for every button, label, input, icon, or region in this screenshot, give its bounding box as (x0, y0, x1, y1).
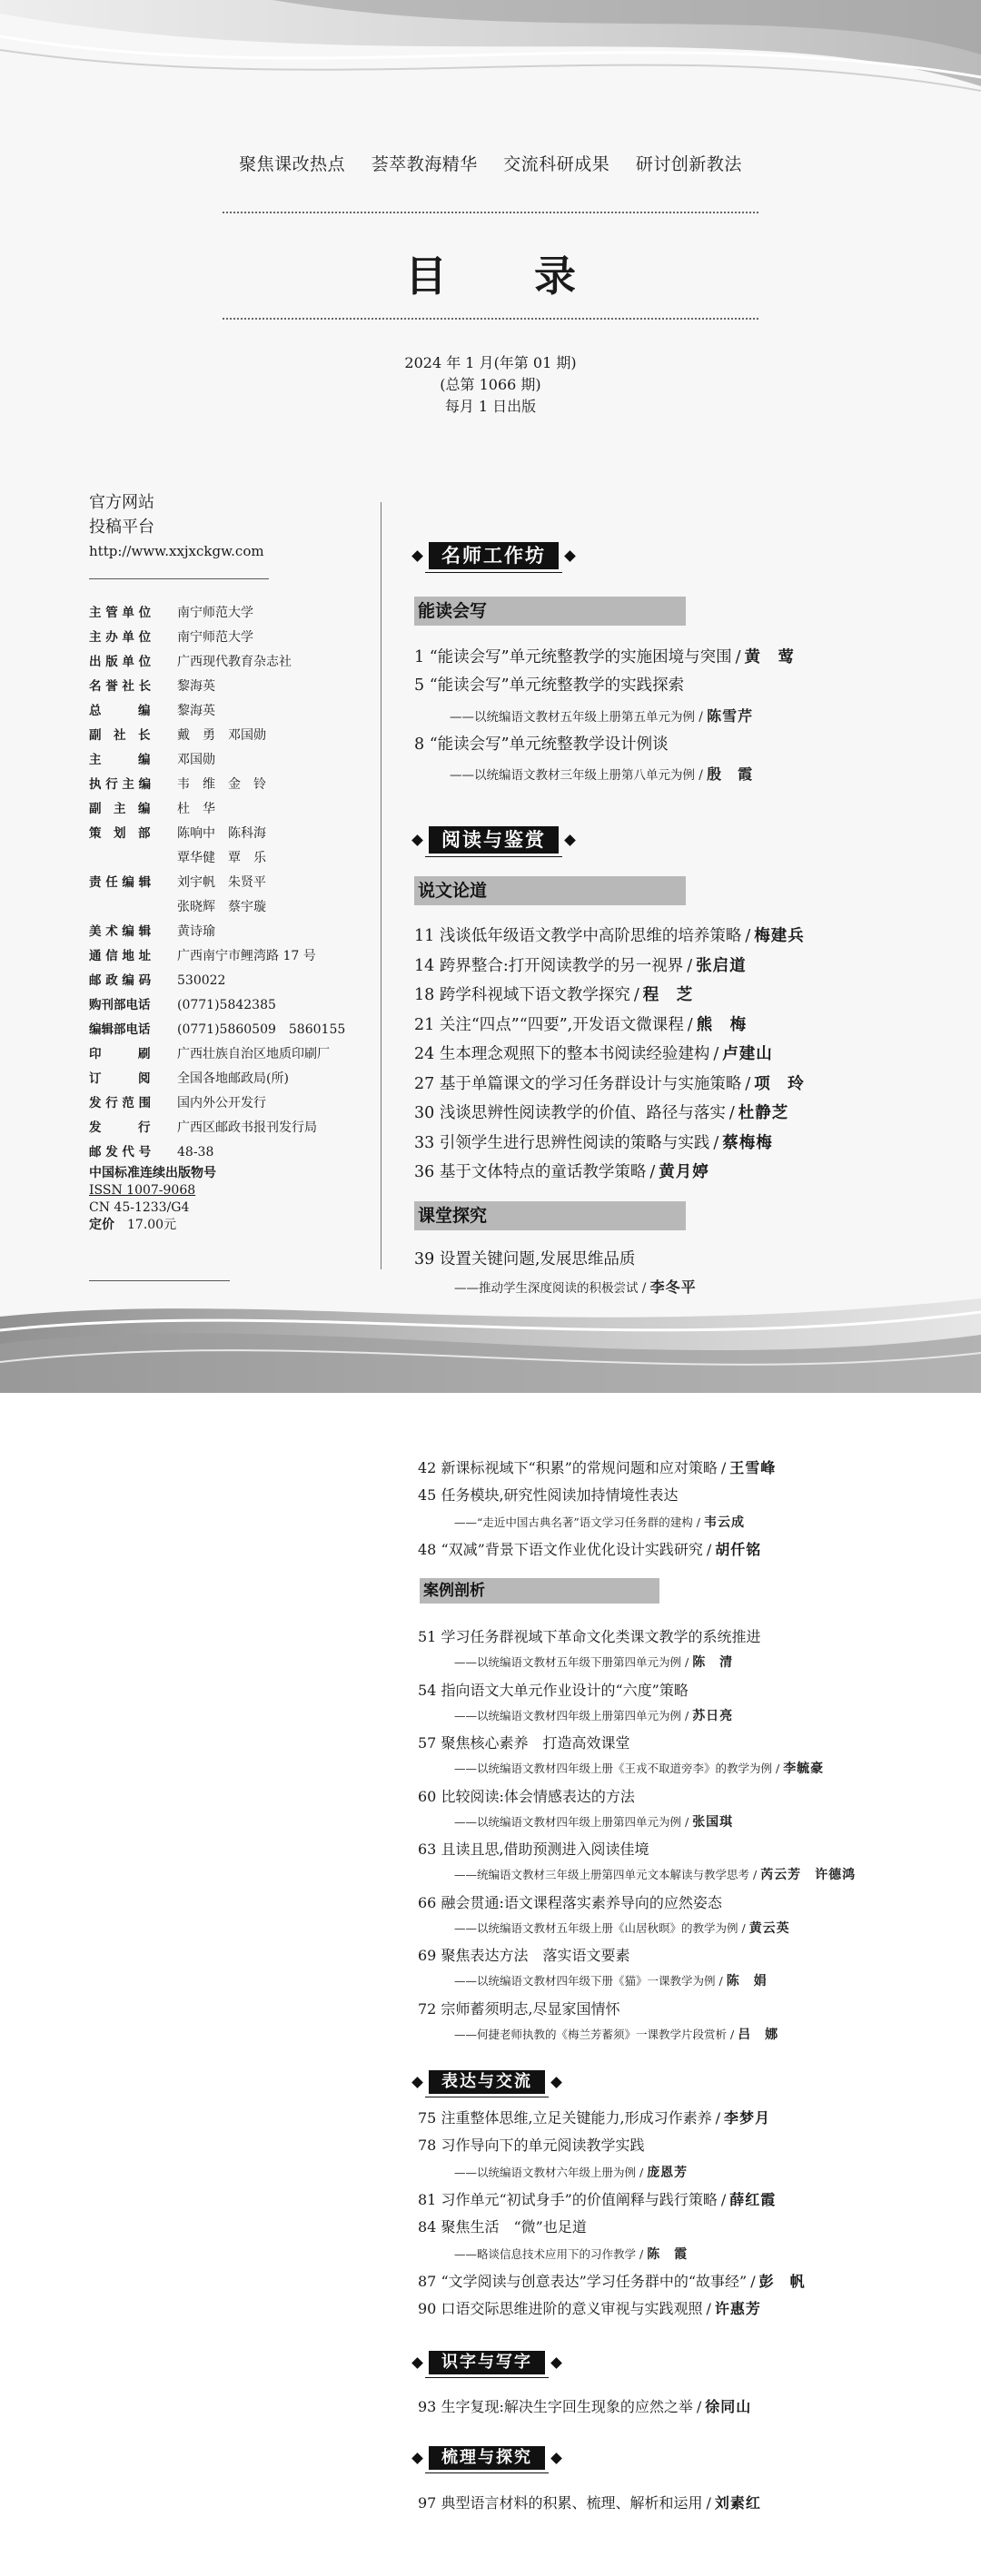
author: 程 芝 (642, 986, 694, 1004)
article-title: 聚焦表达方法 落实语文要素 (441, 1947, 630, 1964)
issue-total: (总第 1066 期) (440, 376, 541, 393)
masthead-value: 530022 (177, 973, 226, 988)
author: 苏日亮 (692, 1708, 734, 1723)
author: 蔡梅梅 (722, 1133, 773, 1152)
masthead-value: 广西现代教育杂志社 (177, 655, 292, 669)
page-number: 78 (418, 2137, 437, 2154)
toc-subtitle (454, 1971, 768, 1989)
toc-item[interactable] (418, 1891, 722, 1912)
article-title: 跨界整合:打开阅读教学的另一视界 (439, 956, 684, 975)
toc-subtitle: ——以统编语文教材五年级上册第五单元为例 / 陈雪芹 (450, 707, 754, 725)
page-number: 87 (418, 2273, 437, 2290)
article-title: 浅谈思辨性阅读教学的价值、路径与落实 (439, 1104, 726, 1122)
author: 庞恩芳 (647, 2166, 689, 2180)
toc-subtitle: ——推动学生深度阅读的积极尝试 / 李冬平 (454, 1278, 697, 1296)
separator: / (713, 1133, 719, 1152)
banner-label: 阅读与鉴赏 (429, 826, 559, 854)
author: 杜静芝 (738, 1104, 789, 1122)
toc-subtitle (454, 2245, 688, 2263)
masthead-label: 总 编 (89, 704, 151, 718)
toc-item[interactable] (414, 1130, 773, 1153)
article-title: 且读且思,借助预测进入阅读佳境 (441, 1841, 649, 1858)
toc-item[interactable] (414, 953, 747, 976)
article-title: 基于单篇课文的学习任务群设计与实施策略 (439, 1074, 742, 1093)
subtitle-text: ——以统编语文教材五年级上册《山居秋暝》的教学为例 (454, 1920, 738, 1935)
page-number: 63 (418, 1841, 437, 1858)
masthead-value: 黄诗瑜 (177, 924, 215, 939)
masthead-value: 黎海英 (177, 679, 215, 694)
toc-item[interactable] (418, 2134, 644, 2155)
author: 李毓豪 (783, 1762, 825, 1776)
masthead-label: 副 社 长 (89, 728, 151, 743)
separator: / (706, 2300, 711, 2317)
masthead-row (89, 724, 380, 748)
article-title: 聚焦生活 “微”也足道 (441, 2218, 587, 2235)
website-label: 官方网站 (89, 493, 154, 512)
author: 项 玲 (754, 1074, 805, 1093)
separator: / (713, 1045, 719, 1063)
column-divider (381, 502, 382, 1269)
author: 黄云英 (748, 1920, 790, 1936)
toc-item[interactable]: 93 生字复现:解决生字回生现象的应然之举 / 徐同山 (418, 2398, 752, 2415)
masthead-row (89, 920, 380, 944)
diamond-icon (411, 2077, 423, 2088)
article-title: 指向语文大单元作业设计的“六度”策略 (441, 1681, 689, 1699)
column-banner-shizi (413, 2351, 560, 2374)
author: 薛红霞 (729, 2191, 777, 2208)
section-bar-anli: 案例剖析 (420, 1578, 659, 1604)
page-number: 21 (414, 1015, 435, 1034)
toc-subtitle (454, 2163, 688, 2181)
masthead-value: 南宁师范大学 (177, 606, 253, 620)
page-number: 27 (414, 1074, 435, 1093)
author: 彭 帆 (758, 2273, 806, 2290)
subtitle-text: ——以统编语文教材五年级下册第四单元为例 (454, 1655, 682, 1669)
author: 陈 娟 (726, 1974, 768, 1989)
masthead-label: 订 阅 (89, 1071, 151, 1086)
separator: / (681, 1814, 693, 1829)
toc-item[interactable] (414, 1071, 805, 1094)
author: 张启道 (696, 956, 747, 975)
separator: / (687, 956, 693, 975)
author: 梅建兵 (754, 927, 805, 945)
toc-item[interactable] (418, 2216, 587, 2236)
page-number: 30 (414, 1104, 435, 1122)
section-bar-ketang: 课堂探究 (414, 1201, 686, 1230)
issue-date: 2024 年 1 月(年第 01 期) (404, 354, 577, 371)
toc-subtitle (454, 1865, 856, 1883)
page-number: 14 (414, 956, 435, 975)
issn: ISSN 1007-9068 (89, 1183, 196, 1198)
author: 陈 霞 (647, 2247, 689, 2262)
page-number: 54 (418, 1681, 437, 1699)
section-bar-shuowen: 说文论道 (414, 876, 686, 905)
separator: / (636, 2166, 648, 2179)
toc-page-2 (0, 1393, 981, 2576)
masthead-row (89, 969, 380, 993)
footer-wave-decoration (0, 1289, 981, 1393)
masthead-label: 名 誉 社 长 (89, 679, 152, 694)
masthead-label: 副 主 编 (89, 802, 151, 816)
banner-label: 名师工作坊 (429, 542, 559, 569)
masthead-info (89, 601, 380, 1234)
masthead-label: 策 划 部 (89, 826, 151, 841)
separator: / (681, 1655, 693, 1669)
page-number: 72 (418, 1999, 437, 2018)
serial-label: 中国标准连续出版物号 (89, 1166, 216, 1180)
masthead-row (89, 773, 380, 797)
masthead-value: 韦 维 金 铃 (177, 777, 266, 792)
page-title: 目 录 (404, 252, 612, 301)
article-title: 宗师蓄须明志,尽显家国情怀 (441, 1999, 620, 2018)
sidebar-rule (89, 1280, 230, 1281)
page-number: 57 (418, 1734, 437, 1752)
toc-item[interactable] (414, 923, 805, 946)
masthead-row (89, 1140, 380, 1165)
separator: / (681, 1708, 693, 1722)
toc-item[interactable] (418, 1944, 629, 1965)
toc-subtitle (454, 1812, 733, 1831)
masthead-value: 广西南宁市鲤湾路 17 号 (177, 949, 316, 963)
separator: / (727, 2027, 738, 2041)
separator: / (738, 1920, 749, 1935)
article-title: 口语交际思维进阶的意义审视与实践观照 (441, 2300, 703, 2317)
toc-subtitle (454, 1759, 824, 1777)
separator: / (715, 2109, 721, 2127)
masthead-value: (0771)5842385 (177, 998, 276, 1012)
author: 张国琪 (692, 1814, 734, 1830)
diamond-icon (411, 834, 423, 846)
masthead-value: (0771)5860509 5860155 (177, 1022, 346, 1037)
section-bar-nengdu: 能读会写 (414, 597, 686, 626)
price: 17.00元 (127, 1218, 177, 1232)
dotted-divider (223, 212, 758, 213)
masthead-label (89, 846, 177, 871)
diamond-icon (550, 2453, 562, 2464)
masthead-value: 覃华健 覃 乐 (177, 851, 266, 865)
page-number: 69 (418, 1947, 437, 1964)
article-title: 习作单元“初试身手”的价值阐释与践行策略 (441, 2191, 718, 2208)
article-title: 关注“四点”“四要”,开发语文微课程 (439, 1015, 684, 1034)
separator: / (715, 1974, 727, 1988)
journal-slogan (0, 151, 981, 175)
article-title: “文学阅读与创意表达”学习任务群中的“故事经” (441, 2273, 748, 2290)
website-url[interactable]: http://www.xxjxckgw.com (89, 543, 264, 559)
separator: / (636, 2247, 648, 2261)
masthead-label (89, 895, 177, 920)
cn-number: CN 45-1233/G4 (89, 1200, 190, 1215)
masthead-row (89, 1116, 380, 1140)
masthead-row (89, 1067, 380, 1091)
toc-item[interactable]: 1 “能读会写”单元统整教学的实施困境与突围 / 黄 莺 (414, 648, 796, 666)
toc-subtitle: ——以统编语文教材三年级上册第八单元为例 / 殷 霞 (450, 765, 754, 783)
page-number: 36 (414, 1163, 435, 1181)
masthead-label: 美 术 编 辑 (89, 924, 152, 939)
author: 李梦月 (724, 2109, 771, 2127)
toc-item[interactable]: 39 设置关键问题,发展思维品质 (414, 1250, 636, 1268)
article-title: 融会贯通:语文课程落实素养导向的应然姿态 (441, 1893, 722, 1911)
subtitle-text: ——何捷老师执教的《梅兰芳蓄须》一课教学片段赏析 (454, 2027, 728, 2041)
toc-item[interactable] (418, 1785, 635, 1806)
subtitle-text: ——以统编语文教材四年级上册第四单元为例 (454, 1814, 682, 1829)
issue-publish: 每月 1 日出版 (444, 398, 537, 415)
diamond-icon (550, 2077, 562, 2088)
masthead-value: 广西壮族自治区地质印刷厂 (177, 1047, 330, 1061)
article-title: 注重整体思维,立足关键能力,形成习作素养 (441, 2109, 712, 2127)
masthead-label: 出 版 单 位 (89, 655, 152, 669)
toc-item[interactable] (418, 2297, 761, 2318)
author: 芮云芳 许德鸿 (760, 1868, 857, 1882)
column-banner-mingshi (413, 542, 574, 569)
toc-item[interactable] (418, 1679, 689, 1700)
masthead-row (89, 797, 380, 822)
toc-subtitle (454, 1706, 733, 1724)
diamond-icon (411, 550, 423, 562)
masthead-row (89, 1018, 380, 1042)
masthead-row (89, 1042, 380, 1067)
toc-item[interactable]: 8 “能读会写”单元统整教学设计例谈 (414, 735, 669, 754)
masthead-value: 刘宇帆 朱贤平 (177, 875, 266, 890)
toc-subtitle (454, 2025, 778, 2043)
masthead-label: 通 信 地 址 (89, 949, 152, 963)
page-number: 60 (418, 1787, 437, 1805)
separator: / (749, 1868, 761, 1881)
toc-item[interactable] (418, 2107, 770, 2127)
slogan-1: 聚焦课改热点 (239, 154, 346, 174)
toc-item[interactable]: 5 “能读会写”单元统整教学的实践探索 (414, 676, 685, 695)
masthead-row (89, 699, 380, 724)
masthead-row (89, 601, 380, 626)
article-title: 跨学科视域下语文教学探究 (439, 986, 630, 1004)
masthead-label: 发 行 范 围 (89, 1096, 152, 1110)
sidebar-rule (89, 578, 269, 579)
toc-item[interactable] (418, 2188, 776, 2209)
masthead-row (89, 1091, 380, 1116)
masthead-value: 杜 华 (177, 802, 215, 816)
diamond-icon (564, 550, 576, 562)
price-label: 定价 (89, 1218, 114, 1232)
masthead-label: 印 刷 (89, 1047, 151, 1061)
toc-item[interactable] (414, 1041, 773, 1064)
article-title: 浅谈低年级语文教学中高阶思维的培养策略 (439, 927, 742, 945)
toc-item[interactable] (418, 1732, 629, 1752)
masthead-value: 张晓辉 蔡宇璇 (177, 900, 266, 914)
author: 许惠芳 (714, 2300, 761, 2317)
diamond-icon (411, 2357, 423, 2369)
masthead-label: 邮 政 编 码 (89, 973, 152, 988)
masthead-row (89, 675, 380, 699)
page-number: 66 (418, 1893, 437, 1911)
masthead-label: 责 任 编 辑 (89, 875, 152, 890)
masthead-label: 编辑部电话 (89, 1022, 151, 1037)
author: 卢建山 (722, 1045, 773, 1063)
page-number: 24 (414, 1045, 435, 1063)
diamond-icon (411, 2453, 423, 2464)
masthead-value: 黎海英 (177, 704, 215, 718)
subtitle-text: ——以统编语文教材六年级上册为例 (454, 2166, 637, 2179)
masthead-row (89, 626, 380, 650)
submit-label: 投稿平台 (89, 518, 154, 537)
toc-item[interactable] (414, 1160, 709, 1182)
article-title: 基于文体特点的童话教学策略 (439, 1163, 647, 1181)
masthead-value: 48-38 (177, 1145, 214, 1160)
separator: / (649, 1163, 656, 1181)
masthead-row (89, 846, 380, 871)
subtitle-text: ——以统编语文教材四年级上册第四单元为例 (454, 1708, 682, 1722)
masthead-label: 发 行 (89, 1120, 151, 1135)
banner-label: 识字与写字 (429, 2351, 545, 2374)
author: 黄月婷 (659, 1163, 709, 1181)
diamond-icon (564, 834, 576, 846)
column-banner-yuedu (413, 826, 574, 854)
subtitle-text: ——以统编语文教材四年级下册《猫》一课教学为例 (454, 1974, 716, 1988)
toc-item[interactable] (418, 1625, 760, 1646)
separator: / (750, 2273, 756, 2290)
toc-subtitle: ——“走近中国古典名著”语文学习任务群的建构 / 韦云成 (454, 1515, 745, 1530)
masthead-row (89, 993, 380, 1018)
separator: / (687, 1015, 693, 1034)
separator: / (720, 2191, 727, 2208)
page-number: 33 (414, 1133, 435, 1152)
page-number: 11 (414, 927, 435, 945)
page-number: 75 (418, 2109, 437, 2127)
toc-item[interactable] (414, 1012, 747, 1035)
toc-item[interactable] (414, 1100, 788, 1123)
article-title: 习作导向下的单元阅读教学实践 (441, 2137, 645, 2154)
masthead-value: 国内外公开发行 (177, 1096, 266, 1110)
toc-item[interactable]: 45 任务模块,研究性阅读加持情境性表达 (418, 1486, 679, 1504)
slogan-3: 交流科研成果 (503, 154, 610, 174)
article-title: 引领学生进行思辨性阅读的策略与实践 (439, 1133, 710, 1152)
separator: / (745, 1074, 751, 1093)
masthead-row (89, 748, 380, 773)
masthead-value: 南宁师范大学 (177, 630, 253, 645)
article-title: 聚焦核心素养 打造高效课堂 (441, 1734, 630, 1752)
page-number: 90 (418, 2300, 437, 2317)
subtitle-text: ——略谈信息技术应用下的习作教学 (454, 2247, 637, 2261)
toc-item[interactable]: 42 新课标视域下“积累”的常规问题和应对策略 / 王雪峰 (418, 1459, 777, 1476)
banner-label: 梳理与探究 (429, 2446, 545, 2470)
article-title: 比较阅读:体会情感表达的方法 (441, 1787, 635, 1805)
toc-subtitle (454, 1919, 790, 1937)
toc-subtitle (454, 1653, 733, 1671)
diamond-icon (550, 2357, 562, 2369)
banner-label: 表达与交流 (429, 2070, 545, 2094)
page-number: 84 (418, 2218, 437, 2235)
column-banner-shuli (413, 2446, 560, 2470)
toc-item[interactable] (418, 1998, 620, 2018)
separator: / (633, 986, 639, 1004)
author: 吕 娜 (738, 2027, 779, 2042)
slogan-2: 荟萃教海精华 (371, 154, 478, 174)
article-title: 学习任务群视域下革命文化类课文教学的系统推进 (441, 1628, 761, 1645)
dotted-divider (223, 318, 758, 320)
masthead-value: 全国各地邮政局(所) (177, 1071, 289, 1086)
separator: / (745, 927, 751, 945)
subtitle-text: ——以统编语文教材四年级上册《王戎不取道旁李》的教学为例 (454, 1762, 773, 1775)
toc-item[interactable] (418, 1838, 649, 1859)
masthead-value: 陈响中 陈科海 (177, 826, 266, 841)
article-title: 生本理念观照下的整本书阅读经验建构 (439, 1045, 710, 1063)
masthead-label: 主 编 (89, 753, 151, 767)
masthead-label: 主 管 单 位 (89, 606, 152, 620)
toc-item[interactable]: 48 “双减”背景下语文作业优化设计实践研究 / 胡仟铭 (418, 1541, 762, 1558)
masthead-label: 执 行 主 编 (89, 777, 152, 792)
masthead-label: 购刊部电话 (89, 998, 151, 1012)
author: 熊 梅 (696, 1015, 748, 1034)
header-wave-decoration (0, 0, 981, 100)
separator: / (728, 1104, 735, 1122)
masthead-label: 主 办 单 位 (89, 630, 152, 645)
subtitle-text: ——统编语文教材三年级上册第四单元文本解读与教学思考 (454, 1868, 750, 1881)
masthead-label: 邮 发 代 号 (89, 1145, 152, 1160)
slogan-4: 研讨创新教法 (635, 154, 742, 174)
masthead-row (89, 822, 380, 846)
masthead-row (89, 895, 380, 920)
masthead-row (89, 944, 380, 969)
column-banner-biaoda (413, 2070, 560, 2094)
masthead-value: 戴 勇 邓国勋 (177, 728, 266, 743)
separator: / (772, 1762, 784, 1775)
page-number: 18 (414, 986, 435, 1004)
masthead-row (89, 871, 380, 895)
toc-item[interactable] (414, 982, 693, 1005)
issue-info (0, 352, 981, 418)
page-number: 51 (418, 1628, 437, 1645)
toc-item[interactable]: 97 典型语言材料的积累、梳理、解析和运用 / 刘素红 (418, 2494, 761, 2512)
masthead-value: 邓国勋 (177, 753, 215, 767)
toc-item[interactable] (418, 2270, 806, 2291)
masthead-value: 广西区邮政书报刊发行局 (177, 1120, 317, 1135)
page-number: 81 (418, 2191, 437, 2208)
sidebar-links (89, 490, 264, 564)
masthead-row (89, 650, 380, 675)
author: 陈 清 (692, 1655, 734, 1670)
